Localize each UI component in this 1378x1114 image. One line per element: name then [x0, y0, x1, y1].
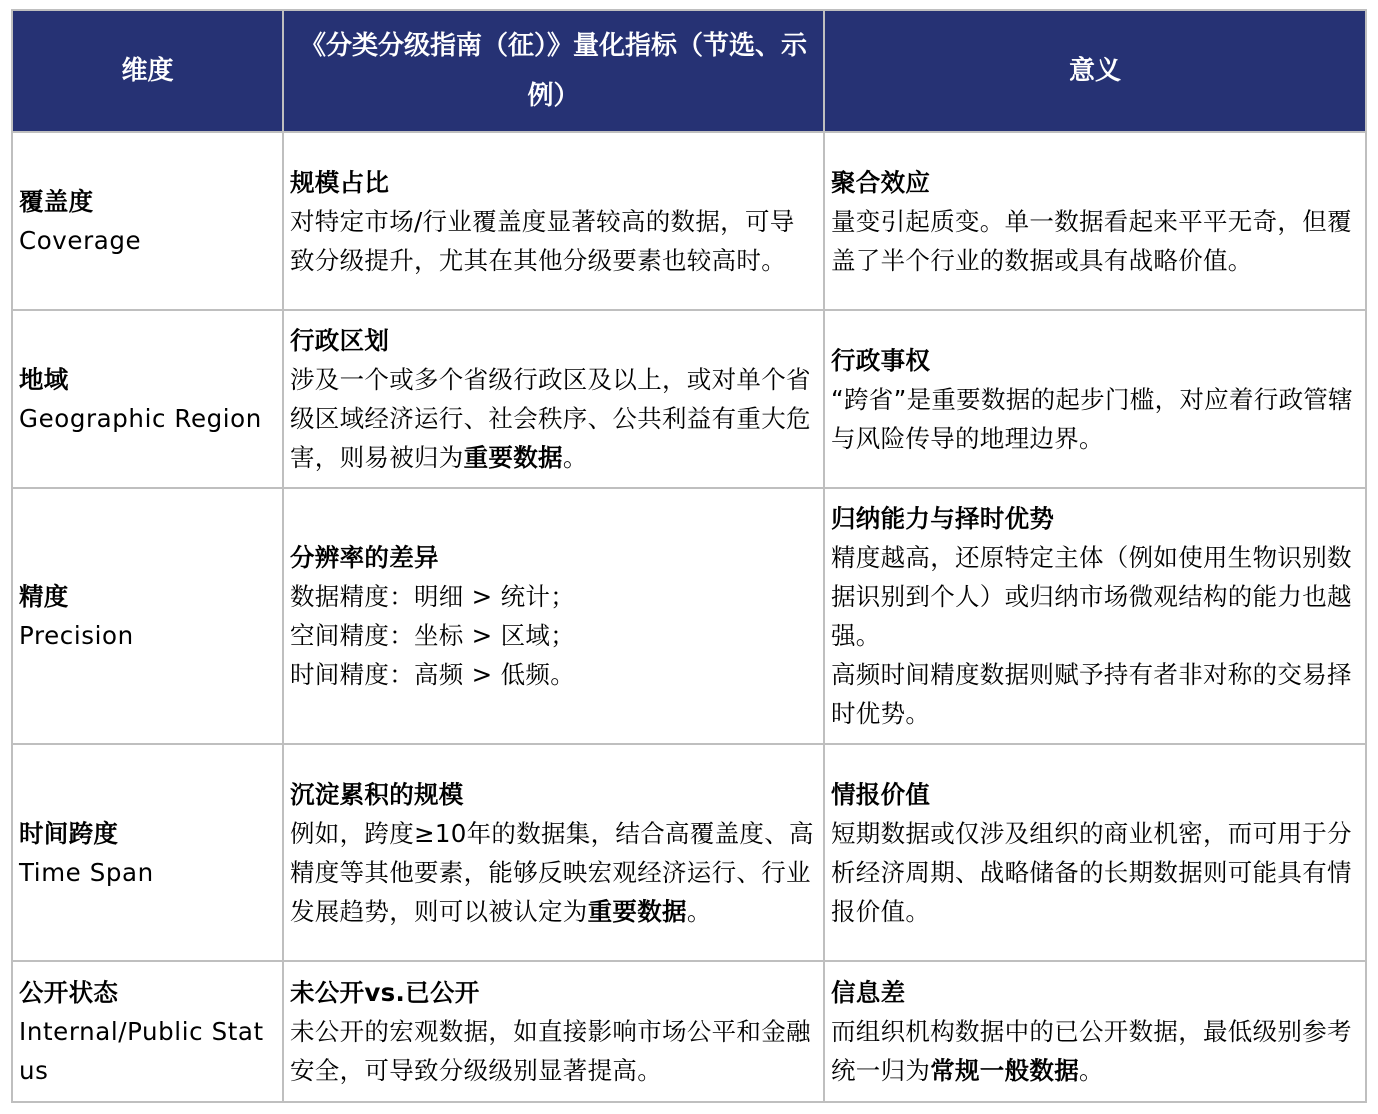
indicator-cell	[283, 310, 824, 488]
header-indicator: 《分类分级指南（征）》量化指标（节选、示例）	[283, 10, 824, 132]
significance-cell	[824, 744, 1366, 961]
indicator-cell	[283, 744, 824, 961]
indicator-cell	[283, 132, 824, 310]
dimension-cell	[12, 310, 283, 488]
table-row	[12, 132, 1366, 310]
table-row	[12, 961, 1366, 1102]
dimension-name-cn: 地域	[19, 365, 69, 394]
indicator-line: 时间精度：高频 > 低频。	[290, 660, 576, 689]
indicator-text: 对特定市场/行业覆盖度显著较高的数据，可导致分级提升，尤其在其他分级要素也较高时。	[290, 206, 795, 275]
significance-text: 量变引起质变。单一数据看起来平平无奇，但覆盖了半个行业的数据或具有战略价值。	[831, 206, 1352, 275]
indicator-cell	[283, 488, 824, 744]
quantified-indicators-table	[11, 9, 1367, 1103]
indicator-emphasis: 重要数据	[463, 443, 563, 472]
header-dimension: 维度	[12, 10, 283, 132]
indicator-line: 数据精度：明细 > 统计；	[290, 582, 576, 611]
significance-cell	[824, 310, 1366, 488]
significance-text-2: 高频时间精度数据则赋予持有者非对称的交易择时优势。	[831, 660, 1352, 728]
indicator-title: 未公开vs.已公开	[290, 978, 480, 1007]
significance-text: “跨省”是重要数据的起步门槛，对应着行政管辖与风险传导的地理边界。	[831, 384, 1353, 453]
significance-text: 精度越高，还原特定主体（例如使用生物识别数据识别到个人）或归纳市场微观结构的能力也越强。	[831, 543, 1352, 650]
indicator-title: 分辨率的差异	[290, 543, 439, 572]
significance-title: 情报价值	[831, 779, 931, 809]
significance-title: 聚合效应	[831, 167, 931, 197]
indicator-text-tail: 。	[686, 896, 712, 926]
table-row	[12, 744, 1366, 961]
dimension-name-cn: 公开状态	[19, 978, 119, 1007]
significance-title: 信息差	[831, 978, 906, 1007]
significance-title: 归纳能力与择时优势	[831, 504, 1055, 533]
dimension-name-en: Geographic Region	[19, 404, 262, 433]
dimension-name-en: Internal/Public Status	[19, 1017, 264, 1085]
table-header-row	[12, 10, 1366, 132]
dimension-name-en: Time Span	[19, 857, 154, 887]
significance-cell	[824, 488, 1366, 744]
indicator-line: 空间精度：坐标 > 区域；	[290, 621, 576, 650]
indicator-title: 行政区划	[290, 326, 390, 355]
dimension-name-en: Precision	[19, 621, 134, 650]
indicator-text: 例如，跨度≥10年的数据集，结合高覆盖度、高精度等其他要素，能够反映宏观经济运行、行业发展趋势，则可以被认定为	[290, 818, 814, 926]
dimension-cell	[12, 744, 283, 961]
indicator-emphasis: 重要数据	[587, 896, 687, 926]
significance-text-tail: 。	[1079, 1056, 1104, 1085]
indicator-text: 未公开的宏观数据，如直接影响市场公平和金融安全，可导致分级级别显著提高。	[290, 1017, 811, 1085]
significance-emphasis: 常规一般数据	[930, 1056, 1080, 1085]
indicator-title: 规模占比	[290, 167, 390, 197]
significance-cell	[824, 961, 1366, 1102]
table-row	[12, 488, 1366, 744]
significance-title: 行政事权	[831, 345, 931, 375]
dimension-cell	[12, 488, 283, 744]
indicator-text-tail: 。	[562, 443, 588, 472]
dimension-cell	[12, 132, 283, 310]
dimension-name-cn: 覆盖度	[19, 187, 94, 216]
header-significance: 意义	[824, 10, 1366, 132]
indicator-text: 涉及一个或多个省级行政区及以上，或对单个省级区域经济运行、社会秩序、公共利益有重大危害，则易被归为	[290, 365, 811, 472]
significance-cell	[824, 132, 1366, 310]
dimension-name-en: Coverage	[19, 226, 142, 255]
dimension-name-cn: 时间跨度	[19, 818, 119, 848]
significance-text: 短期数据或仅涉及组织的商业机密，而可用于分析经济周期、战略储备的长期数据则可能具有情报价值。	[831, 818, 1352, 926]
dimension-name-cn: 精度	[19, 582, 69, 611]
table-row	[12, 310, 1366, 488]
indicator-cell	[283, 961, 824, 1102]
dimension-cell	[12, 961, 283, 1102]
indicator-title: 沉淀累积的规模	[290, 779, 464, 809]
significance-text: 而组织机构数据中的已公开数据，最低级别参考统一归为	[831, 1017, 1352, 1085]
